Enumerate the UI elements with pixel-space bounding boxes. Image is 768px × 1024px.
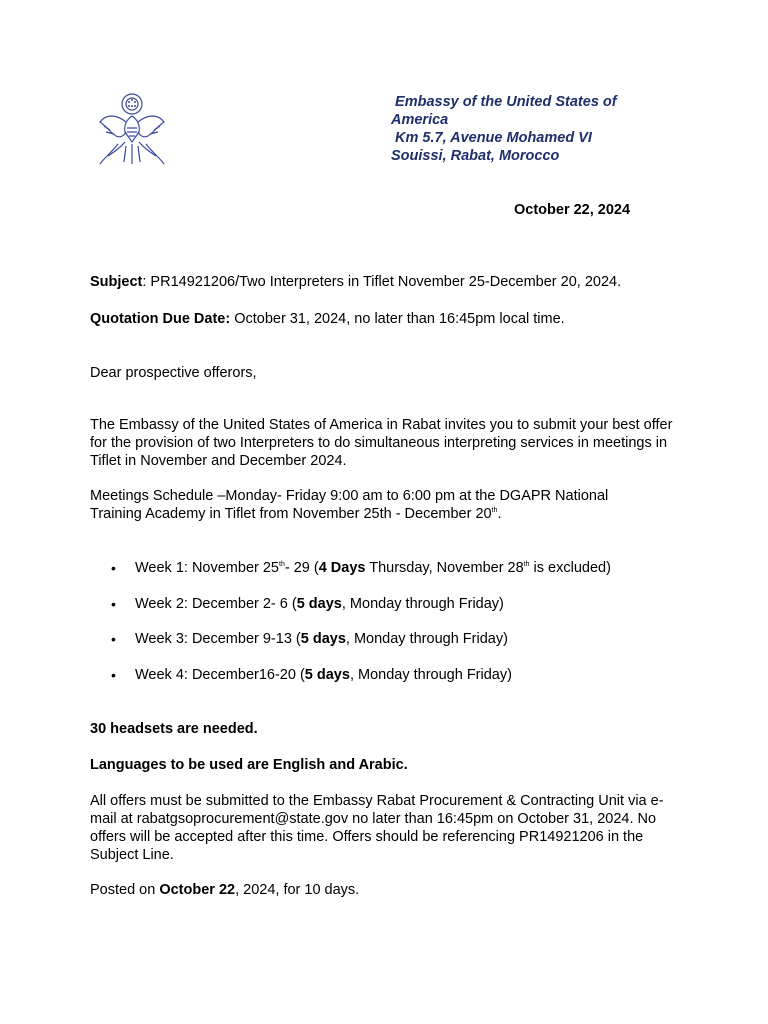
week-days: 5 days — [300, 631, 346, 647]
posted-line — [90, 881, 680, 899]
week-text: , Monday through Friday) — [349, 667, 512, 683]
salutation: Dear prospective offerors, — [90, 365, 257, 381]
week-days: 5 days — [304, 667, 350, 683]
bullet-icon: • — [111, 667, 116, 683]
address-line: Embassy of the United States of — [391, 94, 617, 110]
embassy-address — [391, 93, 651, 165]
languages-note: Languages to be used are English and Arabic. — [90, 757, 408, 773]
week-days: 5 days — [296, 596, 342, 612]
posted-text: Posted on — [90, 882, 160, 898]
embassy-seal-icon — [96, 92, 168, 168]
schedule-text: Meetings Schedule –Monday- Friday 9:00 am to 6:00 pm at the DGAPR National Training Academy in Tiflet from November 25th - December 20 — [90, 488, 609, 522]
schedule-end: . — [497, 506, 502, 522]
list-item-week-2 — [135, 595, 695, 613]
quotation-due-date — [90, 310, 680, 328]
headsets-note: 30 headsets are needed. — [90, 721, 258, 737]
address-line: Souissi, Rabat, Morocco — [391, 148, 560, 164]
week-text: Week 4: December16-20 ( — [135, 667, 305, 683]
subject-line — [90, 273, 680, 291]
bullet-icon: • — [111, 631, 116, 647]
list-item-week-4 — [135, 666, 695, 684]
week-text: , Monday through Friday) — [341, 596, 504, 612]
bullet-icon: • — [111, 596, 116, 612]
week-text: Week 1: November 25 — [135, 560, 279, 576]
week-text: , Monday through Friday) — [345, 631, 508, 647]
list-item-week-1 — [135, 559, 695, 577]
subject-text: : PR14921206/Two Interpreters in Tiflet November 25-December 20, 2024. — [142, 274, 622, 290]
week-text: Week 2: December 2- 6 ( — [135, 596, 297, 612]
letter-date: October 22, 2024 — [514, 202, 631, 218]
week-text: Week 3: December 9-13 ( — [135, 631, 301, 647]
schedule-paragraph — [90, 487, 650, 523]
posted-date: October 22 — [159, 882, 236, 898]
week-sup: th — [523, 561, 530, 568]
subject-label: Subject — [90, 274, 143, 290]
submission-paragraph: All offers must be submitted to the Embassy Rabat Procurement & Contracting Unit via e-mail at rabatgsoprocurement@state.gov no later than 16:45pm on October 31, 2024. No offers will be accepted after this time. Offers should be referencing PR14921206 in the Subject Line. — [90, 793, 664, 863]
schedule-sup: th — [491, 507, 498, 514]
week-text: is excluded) — [529, 560, 611, 576]
week-text: Thursday, November 28 — [365, 560, 524, 576]
address-line: America — [391, 112, 449, 128]
week-text: - 29 ( — [284, 560, 319, 576]
week-sup: th — [279, 561, 285, 568]
bullet-icon: • — [111, 560, 116, 576]
intro-paragraph: The Embassy of the United States of America in Rabat invites you to submit your best offer for the provision of two Interpreters to do simultaneous interpreting services in meetings in Tiflet in November and December 2024. — [90, 417, 673, 469]
due-date-text: October 31, 2024, no later than 16:45pm local time. — [230, 311, 565, 327]
due-date-label: Quotation Due Date: — [90, 311, 231, 327]
list-item-week-3 — [135, 630, 695, 648]
week-days: 4 Days — [318, 560, 366, 576]
posted-text: , 2024, for 10 days. — [235, 882, 360, 898]
address-line: Km 5.7, Avenue Mohamed VI — [391, 130, 592, 146]
